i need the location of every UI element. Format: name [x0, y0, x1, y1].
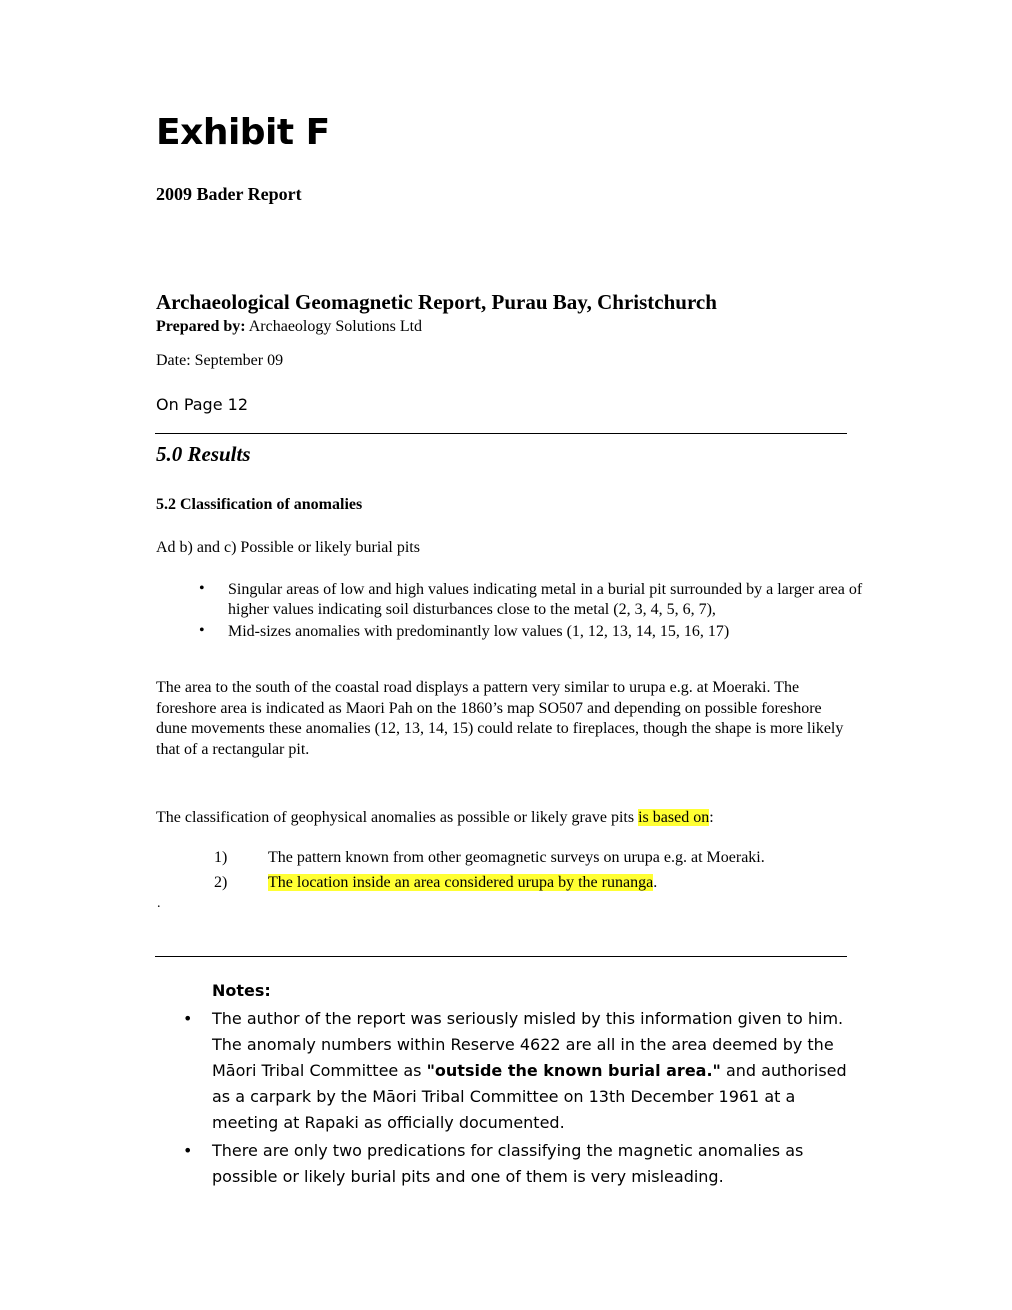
prepared-by-label: Prepared by:: [156, 318, 246, 335]
notes-heading: Notes:: [212, 981, 271, 1000]
note-item: There are only two predications for classifying the magnetic anomalies as possible or likely burial pits and one of them is very misleading.: [212, 1141, 804, 1186]
bullet-dot-icon: •: [199, 622, 205, 639]
classification-text: The classification of geophysical anomalies as possible or likely grave pits: [156, 809, 639, 826]
numbered-item: [268, 874, 657, 892]
note-item: [212, 1006, 862, 1136]
bullet-item: Singular areas of low and high values indicating metal in a burial pit surrounded by a larger area of higher values indicating soil disturbances close to the metal (2, 3, 4, 5, 6, 7),: [228, 581, 863, 618]
prepared-by-value: Archaeology Solutions Ltd: [245, 318, 423, 335]
numbered-item: [268, 849, 765, 867]
numbered-item-text: The pattern known from other geomagnetic surveys on urupa e.g. at Moeraki.: [268, 849, 765, 866]
classification-sentence: [156, 808, 856, 829]
report-title: Archaeological Geomagnetic Report, Purau Bay, Christchurch: [156, 290, 717, 314]
highlighted-text: The location inside an area considered urupa by the runanga: [268, 874, 654, 891]
note-quote: "outside the known burial area.": [426, 1061, 721, 1080]
stray-mark: .: [157, 896, 161, 911]
note-text: The author of the report was seriously misled by this information given to him. The anomaly numbers within Reserve 4622 are all in the area deemed by the Māori Tribal Committee as: [212, 1009, 844, 1080]
divider-top: [155, 433, 847, 434]
note-text-tail: and authorised as a carpark by the Māori Tribal Committee on 13th December 1961 at a meeting at Rapaki as officially documented.: [212, 1061, 847, 1132]
bullet-dot-icon: •: [183, 1009, 193, 1028]
prepared-by: [156, 318, 422, 336]
page-reference: On Page 12: [156, 395, 248, 414]
list-number: 2): [214, 874, 228, 891]
body-paragraph: The area to the south of the coastal road displays a pattern very similar to urupa e.g. at Moeraki. The foreshore area is indicated as Maori Pah on the 1860’s map SO507 and depending on possible foreshore dune movements these anomalies (12, 13, 14, 15) could relate to fireplaces, though the shape is more likely that of a rectangular pit.: [156, 679, 844, 758]
bullet-item: Mid-sizes anomalies with predominantly low values (1, 12, 13, 14, 15, 16, 17): [228, 623, 730, 640]
numbered-item-suffix: .: [653, 874, 658, 891]
list-number: 1): [214, 849, 228, 866]
classification-heading: 5.2 Classification of anomalies: [156, 496, 363, 513]
bullet-dot-icon: •: [183, 1141, 193, 1160]
exhibit-subtitle: 2009 Bader Report: [156, 184, 302, 204]
report-date: Date: September 09: [156, 352, 284, 369]
classification-colon: :: [709, 809, 714, 826]
bullet-dot-icon: •: [199, 580, 205, 597]
highlighted-text: is based on: [638, 809, 710, 826]
results-heading: 5.0 Results: [156, 442, 251, 466]
exhibit-title: Exhibit F: [156, 112, 330, 153]
intro-line: Ad b) and c) Possible or likely burial pits: [156, 539, 420, 556]
divider-bottom: [155, 956, 847, 957]
